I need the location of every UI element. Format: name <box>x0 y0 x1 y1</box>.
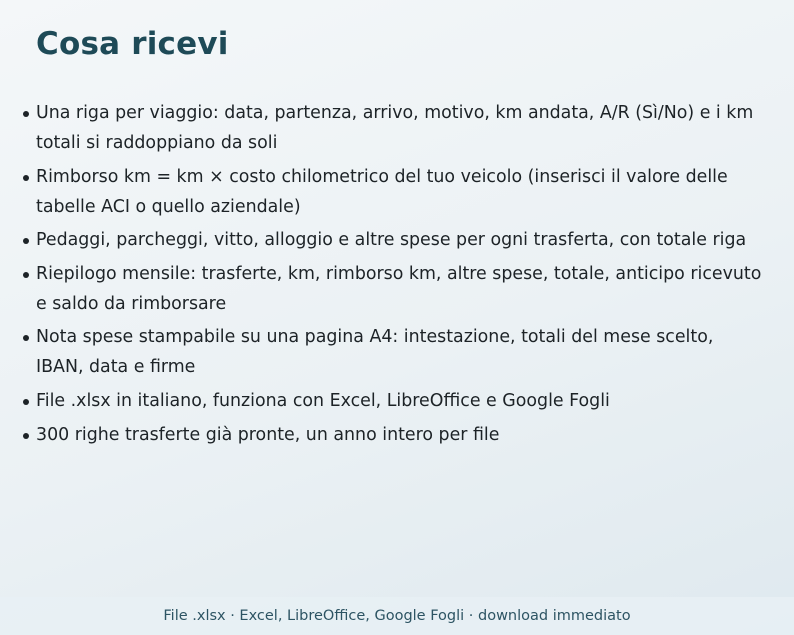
list-item: Una riga per viaggio: data, partenza, arrivo, motivo, km andata, A/R (Sì/No) e i km totali si raddoppiano da soli <box>36 98 766 158</box>
footer-bar <box>0 597 794 635</box>
list-item: Rimborso km = km × costo chilometrico del tuo veicolo (inserisci il valore delle tabelle ACI o quello aziendale) <box>36 162 766 222</box>
list-item: Pedaggi, parcheggi, vitto, alloggio e altre spese per ogni trasferta, con totale riga <box>36 225 766 255</box>
list-item: 300 righe trasferte già pronte, un anno intero per file <box>36 420 766 450</box>
footer-text: File .xlsx · Excel, LibreOffice, Google Fogli · download immediato <box>163 608 631 624</box>
page-title: Cosa ricevi <box>36 26 229 62</box>
list-item: File .xlsx in italiano, funziona con Excel, LibreOffice e Google Fogli <box>36 386 766 416</box>
list-item: Riepilogo mensile: trasferte, km, rimborso km, altre spese, totale, anticipo ricevuto e saldo da rimborsare <box>36 259 766 319</box>
feature-list <box>36 98 766 453</box>
list-item: Nota spese stampabile su una pagina A4: intestazione, totali del mese scelto, IBAN, data e firme <box>36 322 766 382</box>
